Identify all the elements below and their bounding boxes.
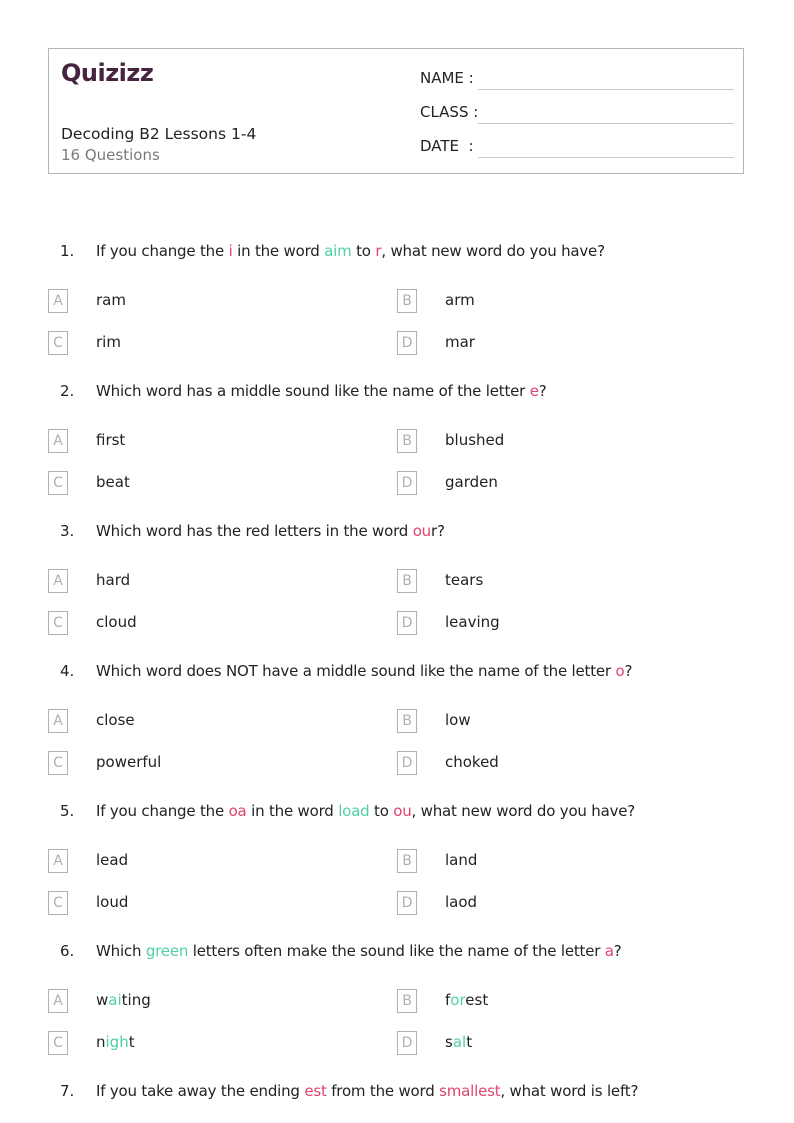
highlighted-letters: load (338, 802, 370, 820)
highlighted-letters: ou (412, 522, 431, 540)
text-segment: n (96, 1033, 106, 1051)
option-text (96, 753, 161, 771)
question-number: 4. (60, 662, 75, 680)
option-letter-box[interactable]: D (397, 611, 417, 635)
name-input-line[interactable] (478, 89, 734, 90)
option-letter-box[interactable]: D (397, 471, 417, 495)
text-segment: low (445, 711, 471, 729)
class-input-line[interactable] (478, 123, 734, 124)
text-segment: leaving (445, 613, 500, 631)
option-letter-box[interactable]: B (397, 569, 417, 593)
question-text (96, 242, 605, 260)
highlighted-letters: o (615, 662, 625, 680)
highlighted-letters: a (604, 942, 614, 960)
date-field[interactable] (420, 137, 734, 155)
option-letter-box[interactable]: B (397, 709, 417, 733)
text-segment: , what new word do you have? (381, 242, 605, 260)
option-text (96, 333, 121, 351)
option-text (445, 431, 504, 449)
option-letter-box[interactable]: D (397, 1031, 417, 1055)
option-letter-box[interactable]: C (48, 471, 68, 495)
highlighted-letters: r (375, 242, 382, 260)
text-segment: land (445, 851, 478, 869)
question-number: 5. (60, 802, 75, 820)
text-segment: t (128, 1033, 135, 1051)
option-text (445, 1033, 472, 1051)
highlighted-letters: oa (228, 802, 247, 820)
text-segment: tears (445, 571, 484, 589)
text-segment: to (351, 242, 376, 260)
text-segment: in the word (232, 242, 325, 260)
option-text (445, 851, 477, 869)
highlighted-letters: aim (324, 242, 352, 260)
worksheet-header (48, 48, 744, 174)
text-segment: close (96, 711, 135, 729)
option-text (445, 333, 475, 351)
highlighted-letters: ai (108, 991, 122, 1009)
highlighted-letters: ou (393, 802, 412, 820)
question-text (96, 942, 622, 960)
highlighted-letters: or (450, 991, 466, 1009)
date-input-line[interactable] (478, 157, 734, 158)
text-segment: If you change the (96, 802, 229, 820)
name-field[interactable] (420, 69, 734, 87)
text-segment: Which word does NOT have a middle sound like the name of the letter (96, 662, 616, 680)
text-segment: f (445, 991, 451, 1009)
text-segment: first (96, 431, 126, 449)
option-letter-box[interactable]: C (48, 331, 68, 355)
option-text (445, 893, 477, 911)
question-count: 16 Questions (61, 146, 160, 164)
text-segment: Which word has the red letters in the word (96, 522, 413, 540)
option-text (96, 711, 135, 729)
text-segment: rim (96, 333, 121, 351)
option-text (445, 291, 475, 309)
date-label: DATE : (420, 137, 474, 155)
text-segment: in the word (246, 802, 339, 820)
highlighted-letters: green (145, 942, 189, 960)
question-text (96, 1082, 638, 1100)
option-letter-box[interactable]: C (48, 891, 68, 915)
worksheet-title: Decoding B2 Lessons 1-4 (61, 125, 257, 143)
quizizz-logo: Quizizz (61, 59, 154, 87)
name-label: NAME : (420, 69, 474, 87)
text-segment: ? (624, 662, 633, 680)
text-segment: w (96, 991, 109, 1009)
option-letter-box[interactable]: A (48, 849, 68, 873)
option-letter-box[interactable]: C (48, 611, 68, 635)
option-text (96, 291, 126, 309)
text-segment: , what new word do you have? (411, 802, 636, 820)
text-segment: , what word is left? (500, 1082, 639, 1100)
text-segment: Which (96, 942, 146, 960)
option-text (445, 711, 471, 729)
question-number: 1. (60, 242, 75, 260)
text-segment: t (466, 1033, 473, 1051)
text-segment: laod (445, 893, 478, 911)
option-text (96, 893, 128, 911)
class-label: CLASS : (420, 103, 479, 121)
option-letter-box[interactable]: A (48, 289, 68, 313)
text-segment: lead (96, 851, 129, 869)
text-segment: from the word (326, 1082, 440, 1100)
highlighted-letters: igh (105, 1033, 129, 1051)
option-text (96, 991, 151, 1009)
question-text (96, 522, 445, 540)
text-segment: garden (445, 473, 498, 491)
option-text (96, 431, 125, 449)
text-segment: r? (431, 522, 445, 540)
question-text (96, 382, 547, 400)
text-segment: ? (538, 382, 547, 400)
text-segment: If you take away the ending (96, 1082, 305, 1100)
question-number: 3. (60, 522, 75, 540)
option-text (96, 1033, 135, 1051)
class-field[interactable] (420, 103, 734, 121)
option-letter-box[interactable]: A (48, 709, 68, 733)
option-text (445, 991, 488, 1009)
option-text (96, 571, 130, 589)
text-segment: mar (445, 333, 475, 351)
option-letter-box[interactable]: B (397, 429, 417, 453)
text-segment: powerful (96, 753, 162, 771)
text-segment: beat (96, 473, 130, 491)
highlighted-letters: al (452, 1033, 467, 1051)
question-text (96, 802, 635, 820)
option-letter-box[interactable]: B (397, 989, 417, 1013)
option-letter-box[interactable]: C (48, 1031, 68, 1055)
highlighted-letters: smallest (439, 1082, 501, 1100)
option-text (96, 613, 137, 631)
text-segment: cloud (96, 613, 137, 631)
option-text (445, 571, 483, 589)
question-number: 7. (60, 1082, 75, 1100)
option-letter-box[interactable]: A (48, 989, 68, 1013)
text-segment: to (369, 802, 394, 820)
highlighted-letters: i (228, 242, 233, 260)
text-segment: ? (613, 942, 622, 960)
text-segment: blushed (445, 431, 505, 449)
option-letter-box[interactable]: A (48, 429, 68, 453)
option-text (96, 851, 128, 869)
text-segment: letters often make the sound like the name of the letter (188, 942, 605, 960)
option-letter-box[interactable]: A (48, 569, 68, 593)
option-letter-box[interactable]: D (397, 331, 417, 355)
option-letter-box[interactable]: D (397, 751, 417, 775)
option-letter-box[interactable]: C (48, 751, 68, 775)
text-segment: hard (96, 571, 131, 589)
text-segment: ram (96, 291, 126, 309)
highlighted-letters: e (529, 382, 539, 400)
option-text (445, 753, 499, 771)
question-number: 6. (60, 942, 75, 960)
text-segment: choked (445, 753, 499, 771)
text-segment: arm (445, 291, 475, 309)
option-letter-box[interactable]: B (397, 849, 417, 873)
text-segment: est (465, 991, 489, 1009)
option-text (445, 473, 498, 491)
option-letter-box[interactable]: B (397, 289, 417, 313)
question-text (96, 662, 632, 680)
text-segment: If you change the (96, 242, 229, 260)
text-segment: ting (121, 991, 151, 1009)
option-text (445, 613, 500, 631)
text-segment: loud (96, 893, 129, 911)
question-number: 2. (60, 382, 75, 400)
text-segment: s (445, 1033, 453, 1051)
highlighted-letters: est (304, 1082, 327, 1100)
option-letter-box[interactable]: D (397, 891, 417, 915)
option-text (96, 473, 130, 491)
text-segment: Which word has a middle sound like the name of the letter (96, 382, 530, 400)
